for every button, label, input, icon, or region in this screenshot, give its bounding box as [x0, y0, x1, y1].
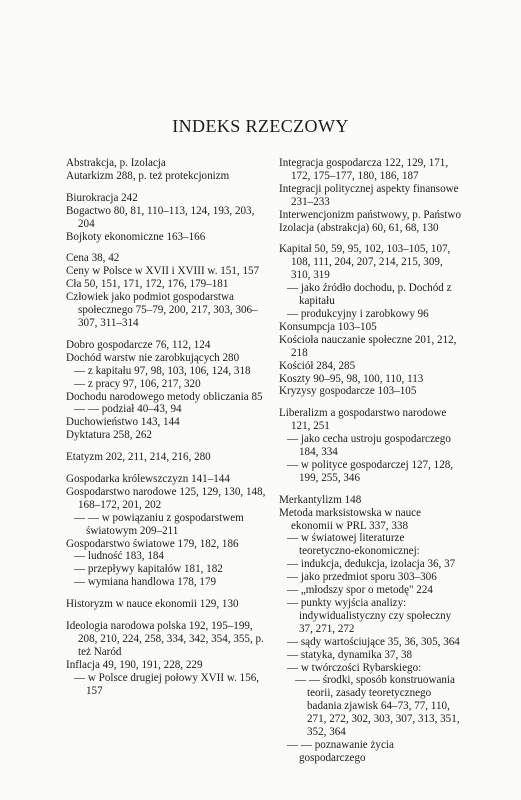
- index-entry: Koszty 90–95, 98, 100, 110, 113: [279, 372, 424, 385]
- index-entry: Cła 50, 151, 171, 172, 176, 179–181: [66, 278, 229, 291]
- index-subentry: — z kapitału 97, 98, 103, 106, 124, 318: [74, 364, 251, 377]
- index-entry: Dochód warstw nie zarobkujących 280: [66, 351, 240, 364]
- entry-gap: [66, 611, 272, 620]
- index-entry: Kapitał 50, 59, 95, 102, 103–105, 107, 108, 111, 204, 207, 214, 215, 309, 310, 319: [279, 243, 451, 282]
- index-entry: Bojkoty ekonomiczne 163–166: [66, 230, 206, 243]
- index-entry: Izolacja (abstrakcja) 60, 61, 68, 130: [279, 221, 439, 234]
- entry-gap: [66, 442, 272, 451]
- index-entry: Ceny w Polsce w XVII i XVIII w. 151, 157: [66, 265, 260, 278]
- page-title: INDEKS RZECZOWY: [172, 116, 349, 136]
- index-subentry: — ludność 183, 184: [74, 550, 164, 563]
- entry-gap: [279, 234, 461, 243]
- index-entry: Dochodu narodowego metody obliczania 85: [66, 390, 263, 403]
- index-entry: Konsumpcja 103–105: [279, 320, 377, 333]
- index-entry: Kryzysy gospodarcze 103–105: [279, 385, 417, 398]
- index-entry: Człowiek jako podmiot gospodarstwa społecznego 75–79, 200, 217, 303, 306–307, 311–314: [66, 291, 258, 329]
- index-subentry: — wymiana handlowa 178, 179: [74, 576, 217, 589]
- index-subentry: — — podział 40–43, 94: [74, 403, 182, 416]
- index-subentry: — — poznawanie życia gospodarczego: [287, 738, 394, 764]
- index-entry: Dyktatura 258, 262: [66, 429, 152, 442]
- index-subentry: — sądy wartościujące 35, 36, 305, 364: [287, 635, 460, 648]
- index-subentry: — w twórczości Rybarskiego:: [287, 661, 422, 674]
- entry-gap: [66, 183, 272, 192]
- index-entry: Liberalizm a gospodarstwo narodowe 121, 251: [279, 407, 447, 433]
- entry-gap: [66, 464, 272, 473]
- entry-gap: [66, 330, 272, 339]
- index-subentry: — statyka, dynamika 37, 38: [287, 648, 413, 661]
- index-entry: Kościół 284, 285: [279, 359, 356, 372]
- index-subentry: — w światowej literaturze teoretyczno-ekonomicznej:: [287, 532, 420, 558]
- index-entry: Duchowieństwo 143, 144: [66, 416, 180, 429]
- index-entry: Historyzm w nauce ekonomii 129, 130: [66, 598, 239, 611]
- index-subentry: — — w powiązaniu z gospodarstwem światowym 209–211: [74, 511, 244, 537]
- index-subentry: — jako źródło dochodu, p. Dochód z kapitału: [287, 282, 452, 308]
- index-subentry: — z pracy 97, 106, 217, 320: [74, 377, 201, 390]
- index-subentry: — jako cecha ustroju gospodarczego 184, 334: [287, 433, 451, 459]
- index-entry: Bogactwo 80, 81, 110–113, 124, 193, 203, 204: [66, 204, 255, 230]
- index-entry: Kościoła nauczanie społeczne 201, 212, 218: [279, 333, 457, 359]
- index-entry: Cena 38, 42: [66, 252, 120, 265]
- index-entry: Integracja gospodarcza 122, 129, 171, 172, 175–177, 180, 186, 187: [279, 157, 449, 182]
- index-entry: Dobro gospodarcze 76, 112, 124: [66, 338, 211, 351]
- entry-gap: [66, 589, 272, 598]
- index-subentry: — — środki, sposób konstruowania teorii, zasady teoretycznego badania zjawisk 64–73, 77, 110, 271, 272, 302, 303, 307, 313, 351, 352, 364: [295, 674, 460, 739]
- index-entry: Gospodarstwo światowe 179, 182, 186: [66, 537, 239, 550]
- index-entry: Inflacja 49, 190, 191, 228, 229: [66, 658, 203, 671]
- index-entry: Autarkizm 288, p. też protekcjonizm: [66, 169, 230, 182]
- index-entry: Integracji politycznej aspekty finansowe 231–233: [279, 182, 459, 208]
- index-entry: Metoda marksistowska w nauce ekonomii w PRL 337, 338: [279, 506, 422, 532]
- index-subentry: — punkty wyjścia analizy: indywidualistyczny czy społeczny 37, 271, 272: [287, 597, 452, 635]
- index-subentry: — indukcja, dedukcja, izolacja 36, 37: [287, 558, 456, 571]
- index-entry: Gospodarstwo narodowe 125, 129, 130, 148, 168–172, 201, 202: [66, 485, 266, 511]
- index-subentry: — przepływy kapitałów 181, 182: [74, 563, 223, 576]
- index-subentry: — „młodszy spor o metodę" 224: [287, 584, 433, 597]
- index-subentry: — produkcyjny i zarobkowy 96: [287, 307, 429, 320]
- entry-gap: [66, 243, 272, 252]
- entry-gap: [279, 398, 461, 407]
- index-entry: Ideologia narodowa polska 192, 195–199, 208, 210, 224, 258, 334, 342, 354, 355, p. też Naród: [66, 620, 264, 658]
- index-entry: Etatyzm 202, 211, 214, 216, 280: [66, 451, 211, 464]
- index-column-left: [66, 157, 272, 698]
- index-entry: Abstrakcja, p. Izolacja: [66, 157, 166, 169]
- index-entry: Biurokracja 242: [66, 191, 138, 204]
- index-entry: Gospodarka królewszczyzn 141–144: [66, 473, 230, 486]
- index-subentry: — jako przedmiot sporu 303–306: [287, 571, 437, 584]
- index-entry: Merkantylizm 148: [279, 493, 362, 506]
- entry-gap: [279, 485, 461, 494]
- index-subentry: — w polityce gospodarczej 127, 128, 199, 255, 346: [287, 458, 454, 484]
- index-subentry: — w Polsce drugiej połowy XVII w. 156, 157: [74, 671, 260, 697]
- index-entry: Interwencjonizm państwowy, p. Państwo: [279, 208, 461, 221]
- index-column-right: [279, 157, 461, 765]
